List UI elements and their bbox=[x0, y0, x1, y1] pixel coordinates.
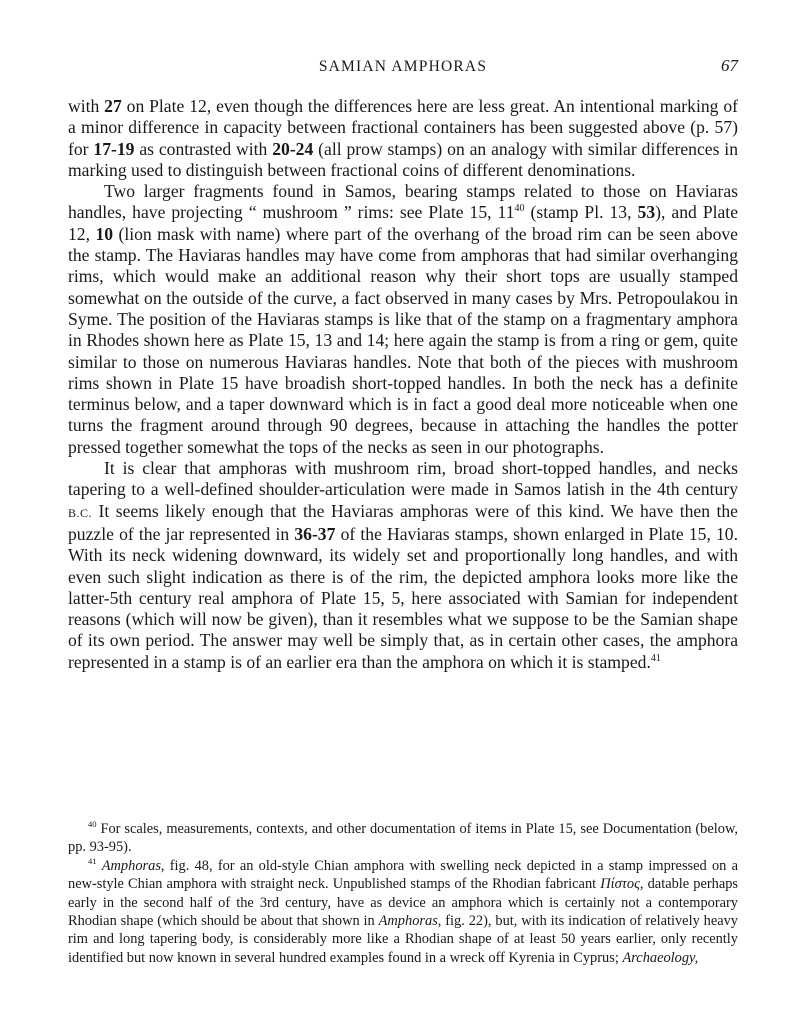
page-number: 67 bbox=[721, 56, 738, 75]
text-segment: , datable perhaps early in the second half of the 3rd century, have as device an amphora which is certainly not a contemporary Rhodian shape (which should be about that shown in bbox=[68, 876, 738, 930]
body-text bbox=[68, 96, 738, 673]
text-segment: 20-24 bbox=[272, 138, 314, 159]
text-segment: 27 bbox=[104, 96, 122, 116]
text-segment: , fig. 48, for an old-style Chian amphora with swelling neck depicted in a stamp impressed on a new-style Chian amphora with straight neck. Unpublished stamps of the Rhodian fabricant bbox=[68, 857, 738, 893]
text-segment: 17-19 bbox=[93, 138, 135, 159]
text-segment: Amphoras bbox=[378, 913, 438, 930]
page-header bbox=[68, 58, 738, 82]
text-segment: B.C. bbox=[68, 505, 93, 520]
text-segment: (lion mask with name) where part of the overhang of the broad rim can be seen above the stamp. The Haviaras handles may have come from amphoras that had similar overhanging rims, which would make an additional reason why their short tops are usually stamped somewhat on the outside of the curve, a fact observed in many cases by Mrs. Petropoulakou in Syme. The position of the Haviaras stamps is like that of the stamp on a fragmentary amphora in Rhodes shown here as Plate 15, 13 and 14; here again the stamp is from a ring or gem, quite similar to those on numerous Haviaras handles. Note that both of the pieces with mushroom rims shown in Plate 15 have broadish short-topped handles. In both the neck has a definite terminus below, and a taper downward which is in fact a good deal more noticeable when one turns the fragment around through 90 degrees, because in attaching the handles the potter pressed together somewhat the tops of the necks as seen in our photographs. bbox=[68, 223, 738, 457]
text-segment: 53 bbox=[637, 202, 656, 223]
footnote-marker: 40 bbox=[88, 819, 97, 829]
text-segment: with bbox=[68, 96, 105, 116]
paragraph bbox=[68, 181, 738, 458]
text-segment: 10 bbox=[95, 223, 114, 244]
running-title: SAMIAN AMPHORAS bbox=[318, 58, 488, 75]
text-segment: Πίστος bbox=[600, 876, 640, 893]
text-segment: of the Haviaras stamps, shown enlarged in Plate 15, 10. With its neck widening downward, its widely set and proportionally long handles, and with even such slight indication as there is of the rim, the depicted amphora looks more like the latter-5th century real amphora of Plate 15, 5, here associated with Samian for independent reasons (which will now be given), than it resembles what we suppose to be the Samian shape of its own period. The answer may well be simply that, as in certain other cases, the amphora represented in a stamp is of an earlier era than the amphora on which it is stamped. bbox=[68, 523, 738, 672]
text-segment: 36-37 bbox=[294, 523, 336, 544]
text-segment: It is clear that amphoras with mushroom rim, broad short-topped handles, and necks tapering to a well-defined shoulder-articulation were made in Samos latish in the 4th century bbox=[68, 458, 738, 500]
paragraph bbox=[68, 96, 738, 181]
text-segment: as contrasted with bbox=[134, 138, 273, 159]
text-segment: (all prow stamps) on an analogy with similar differences in marking used to distinguish between fractional coins of different denominations. bbox=[68, 138, 738, 180]
text-segment: It seems likely enough that the Haviaras amphoras were of this kind. We have then the puzzle of the jar represented in bbox=[68, 500, 738, 544]
paragraph bbox=[68, 458, 738, 673]
footnote bbox=[68, 857, 738, 967]
text-segment: Archaeology, bbox=[622, 949, 699, 966]
text-segment: Amphoras bbox=[101, 857, 161, 874]
footnote bbox=[68, 820, 738, 857]
footnote-marker: 40 bbox=[514, 203, 525, 215]
footnote-marker: 41 bbox=[650, 652, 661, 664]
footnote-marker: 41 bbox=[88, 855, 97, 866]
text-segment: on Plate 12, even though the differences here are less great. An intentional marking of a minor difference in capacity between fractional containers has been suggested above (p. 57) for bbox=[68, 96, 738, 159]
text-segment: Two larger fragments found in Samos, bearing stamps related to those on Haviaras handles, have projecting “ mushroom ” rims: see Plate 15, 11 bbox=[68, 181, 738, 223]
text-segment: , fig. 22), but, with its indication of relatively heavy rim and long tapering body, is considerably more like a Rhodian shape of at least 50 years earlier, only recently identified but now known in several hundred examples found in a wreck off Kyrenia in Cyprus; bbox=[68, 913, 738, 966]
text-segment: ), and Plate 12, bbox=[68, 202, 739, 244]
text-segment: For scales, measurements, contexts, and other documentation of items in Plate 15, see Documentation (below, pp. 93-95). bbox=[68, 821, 738, 856]
footnotes bbox=[68, 820, 738, 967]
text-segment: (stamp Pl. 13, bbox=[524, 202, 638, 223]
